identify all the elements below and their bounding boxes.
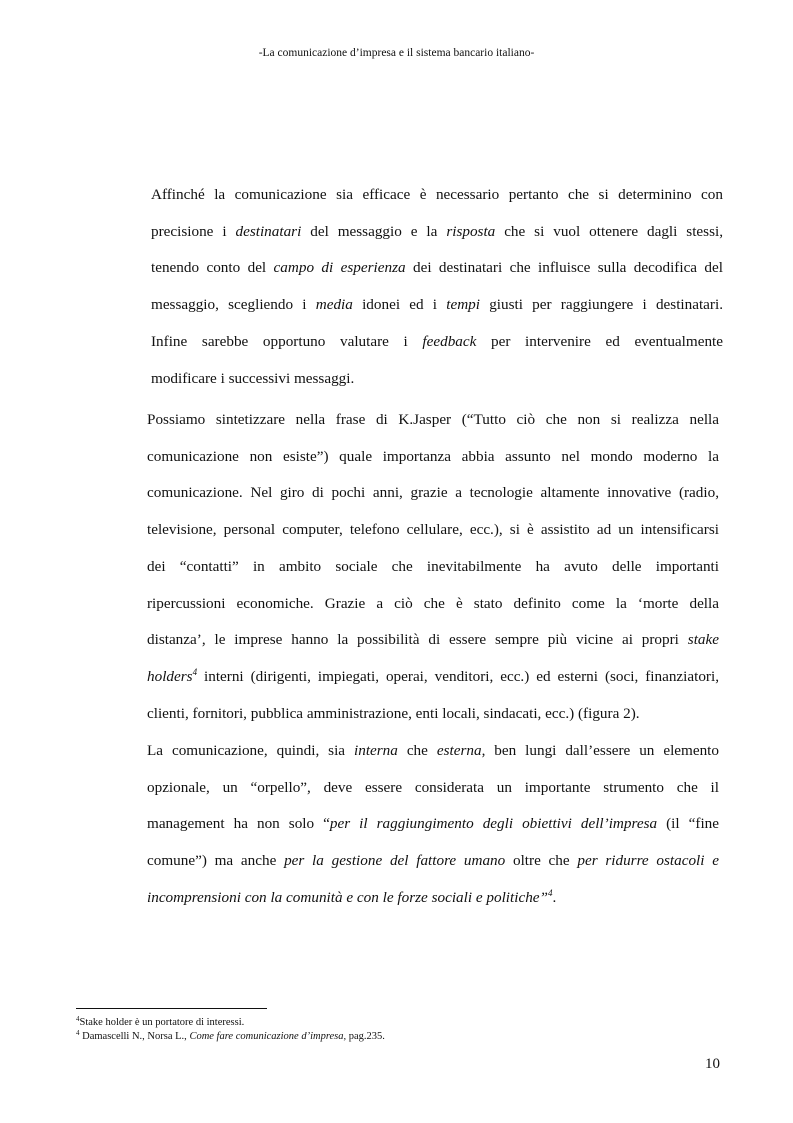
paragraph3-line: opzionale, un “orpello”, deve essere considerata un importante strumento che il [147,778,719,796]
footnotes [76,1016,385,1044]
paragraph2-line: Possiamo sintetizzare nella frase di K.Jasper (“Tutto ciò che non si realizza nella [147,411,719,428]
paragraph1-line: messaggio, scegliendo i media idonei ed i tempi giusti per raggiungere i destinatari. [151,296,724,314]
paragraph3-line: management ha non solo “per il raggiungimento degli obiettivi dell’impresa (il “fine [147,815,720,833]
footnote-marker: 4 [548,887,553,898]
footnote-marker: 4 [192,666,198,677]
paragraph2-line: dei “contatti” in ambito sociale che inevitabilmente ha avuto delle importanti [147,557,719,575]
paragraph2-line: distanza’, le imprese hanno la possibilità di essere sempre più vicine ai propri stake [147,631,719,649]
footnote-separator [76,1008,267,1009]
paragraph1-line: Affinché la comunicazione sia efficace è necessario pertanto che si determinino con [151,186,723,203]
paragraph1-line: tenendo conto del campo di esperienza dei destinatari che influisce sulla decodifica del [151,259,723,277]
paragraph2-line: clienti, fornitori, pubblica amministrazione, enti locali, sindacati, ecc.) (figura 2). [147,704,640,722]
paragraph1-line: precisione i destinatari del messaggio e la risposta che si vuol ottenere dagli stessi, [151,222,723,240]
running-header: -La comunicazione d’impresa e il sistema bancario italiano- [258,47,535,59]
paragraph2-line: ripercussioni economiche. Grazie a ciò che è stato definito come la ‘morte della [147,594,719,612]
footnotes-line: $^4$Stake holder è un portatore di interessi. [76,1015,245,1028]
paragraph-1 [151,177,723,397]
paragraph2-line: holders$^4$ interni (dirigenti, impiegati, operai, venditori, ecc.) ed esterni (soci, finanziatori, [147,666,719,685]
footnote-marker: 4 [76,1029,80,1037]
paragraph1-line: Infine sarebbe opportuno valutare i feedback per intervenire ed eventualmente [151,332,723,350]
paragraph2-line: televisione, personal computer, telefono cellulare, ecc.), si è assistito ad un intensificarsi [147,521,719,539]
paragraph-3 [147,733,719,917]
paragraph3-line: incomprensioni con la comunità e con le forze sociali e politiche”$^4$. [147,887,557,906]
paragraph-2 [147,402,719,732]
paragraph3-line: La comunicazione, quindi, sia interna che esterna, ben lungi dall’essere un elemento [147,742,719,759]
paragraph2-line: comunicazione non esiste”) quale importanza abbia assunto nel mondo moderno la [147,447,719,465]
page-number: 10 [705,1056,720,1072]
paragraph2-line: comunicazione. Nel giro di pochi anni, grazie a tecnologie altamente innovative (radio, [147,484,719,502]
paragraph1-line: modificare i successivi messaggi. [151,369,355,387]
footnotes-line: $^4$ Damascelli N., Norsa L., Come fare comunicazione d’impresa, pag.235. [76,1029,385,1042]
paragraph3-line: comune”) ma anche per la gestione del fattore umano oltre che per ridurre ostacoli e [147,852,719,870]
footnote-marker: 4 [76,1015,80,1023]
